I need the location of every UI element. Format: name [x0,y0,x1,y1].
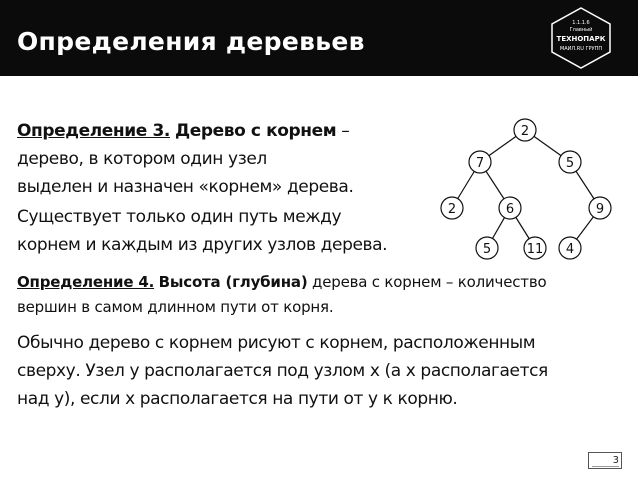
def3-line2: дерево, в котором один узел [17,149,267,169]
para1-line2: корнем и каждым из других узлов дерева. [17,235,388,255]
node-label: 6 [505,202,515,217]
para2-line2: сверху. Узел y располагается под узлом x (а x располагается [17,361,548,381]
node-label: 5 [482,242,492,257]
def4-line2: вершин в самом длинном пути от корня. [17,298,334,316]
slide-header [0,0,638,76]
node-label: 2 [520,124,530,139]
technopark-logo [548,6,614,70]
def3-term: Дерево с корнем [174,121,337,141]
def3-prefix: Определение 3. [17,121,170,141]
page-number-box [588,452,622,469]
node-label: 5 [565,156,575,171]
node-label: 4 [565,242,575,257]
tree-diagram [430,110,630,270]
logo-main-text: ТЕХНОПАРК [556,35,606,43]
slide-title: Определения деревьев [17,27,365,56]
node-label: 2 [447,202,457,217]
node-label: 11 [526,242,544,257]
def4-prefix: Определение 4. [17,273,155,291]
page-number: 3 [592,455,619,467]
def4-line1-rest: дерева с корнем – количество [307,273,547,291]
def4-line1 [17,273,546,291]
def3-line1 [17,121,349,141]
def3-line1-rest: – [336,121,350,141]
logo-sub-line: Главный [569,27,593,33]
logo-top-line: 1.1.1.6 [572,20,590,26]
para2-line1: Обычно дерево с корнем рисуют с корнем, расположенным [17,333,536,353]
node-label: 9 [595,202,605,217]
para2-line3: над y), если x располагается на пути от y к корню. [17,389,458,409]
para1-line1: Существует только один путь между [17,207,342,227]
node-label: 7 [475,156,485,171]
def3-line3: выделен и назначен «корнем» дерева. [17,177,354,197]
logo-bottom-line: МАИЛ.RU ГРУПП [559,46,603,52]
def4-term: Высота (глубина) [158,273,308,291]
